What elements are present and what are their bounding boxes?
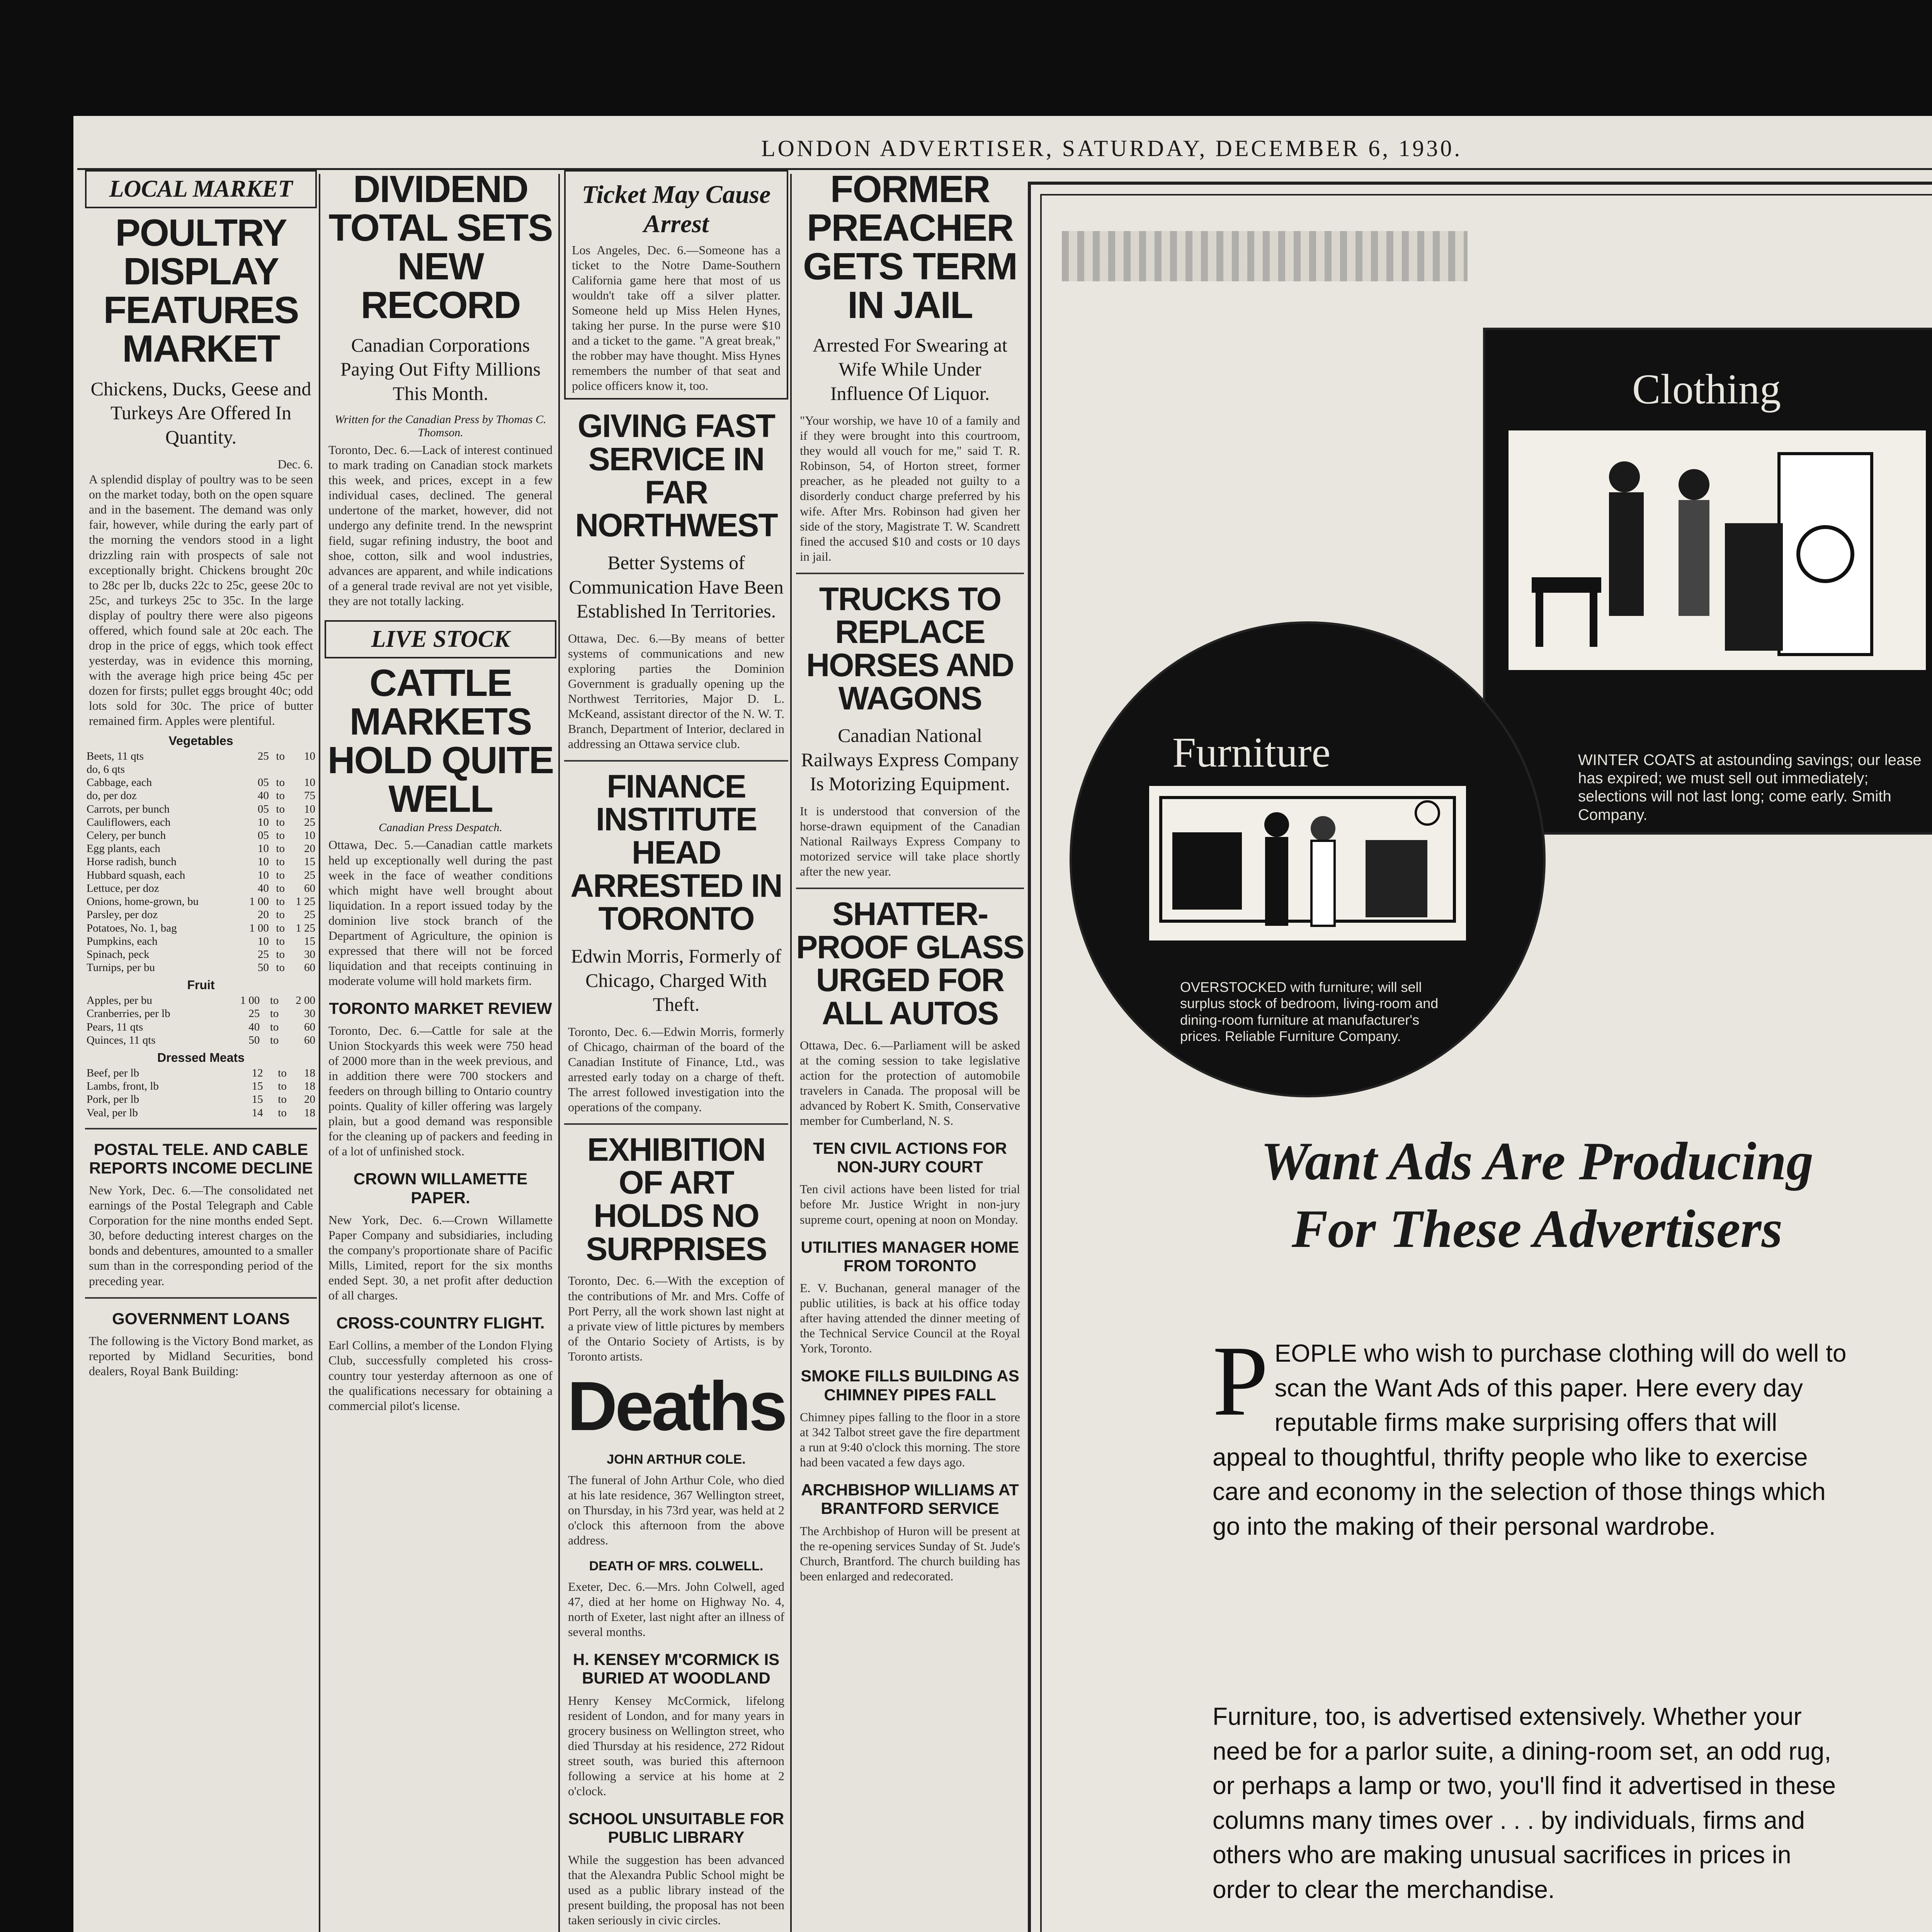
loans-headline: GOVERNMENT LOANS <box>112 1309 290 1328</box>
market-item: Beef, per lb <box>87 1066 139 1079</box>
market-item: Potatoes, No. 1, bag <box>87 922 177 934</box>
mccormick-headline: H. KENSEY M'CORMICK IS BURIED AT WOODLAND <box>573 1650 780 1687</box>
furniture-caption: OVERSTOCKED with furniture; will sell surplus stock of bedroom, living-room and dining-room furniture at manufacturer's prices. Reliable Furniture Company. <box>1180 979 1439 1044</box>
market-price: 25 <box>304 908 315 921</box>
clothing-label: Clothing <box>1632 366 1781 413</box>
cattle-byline: Canadian Press Despatch. <box>379 821 502 834</box>
market-price: 40 <box>257 882 269 895</box>
market-price: to <box>276 750 285 762</box>
flight-body: Earl Collins, a member of the London Flying Club, successfully completed his cross-country tour yesterday afternoon as one of the qualifications necessary for obtaining a commercial pilot's license. <box>328 1338 553 1413</box>
market-item: Veal, per lb <box>87 1106 138 1119</box>
meats-title: Dressed Meats <box>157 1051 245 1065</box>
market-item: Lambs, front, lb <box>87 1080 159 1093</box>
market-price: to <box>276 816 285 828</box>
masthead <box>73 128 1932 174</box>
local-market-kicker: LOCAL MARKET <box>85 170 317 208</box>
divider <box>85 1128 317 1129</box>
dividend-headline: DIVIDEND TOTAL SETS NEW RECORD <box>328 170 553 326</box>
deaths-heading: Deaths <box>567 1367 786 1445</box>
market-row <box>85 829 317 842</box>
market-price: 1 25 <box>296 922 315 934</box>
live-stock-kicker: LIVE STOCK <box>325 620 556 658</box>
divider <box>796 888 1024 889</box>
market-price: 10 <box>304 776 315 789</box>
market-item: Egg plants, each <box>87 842 160 855</box>
preacher-headline: FORMER PREACHER GETS TERM IN JAIL <box>803 170 1017 326</box>
market-price: 1 25 <box>296 895 315 908</box>
preacher-deck: Arrested For Swearing at Wife While Under Influence Of Liquor. <box>812 334 1008 404</box>
market-row <box>85 763 317 776</box>
trucks-body: It is understood that conversion of the horse-drawn equipment of the Canadian National Railways Express Company to motorized service will take place shortly after the new year. <box>800 804 1020 878</box>
poultry-deck: Chickens, Ducks, Geese and Turkeys Are Offered In Quantity. <box>90 378 311 448</box>
market-row <box>85 869 317 882</box>
market-price: 18 <box>304 1106 315 1119</box>
meats-table <box>85 1066 317 1119</box>
market-row <box>85 895 317 908</box>
market-price: to <box>278 1093 287 1106</box>
ticket-body: Los Angeles, Dec. 6.—Someone has a ticket to the Notre Dame-Southern California game here that most of us wouldn't take off a silver platter. Someone held up Miss Helen Hynes, taking her purse. In the purse were $10 and a ticket to the game. "A great break," the robber may have thought. Miss Hynes remembers the number of that seat and police officers know it, too. <box>572 243 781 393</box>
market-row <box>85 1007 317 1020</box>
art-headline: EXHIBITION OF ART HOLDS NO SURPRISES <box>586 1131 767 1267</box>
mccormick-body: Henry Kensey McCormick, lifelong resident of London, and for many years in grocery business on Wellington street, who died Thursday at his residence, 272 Ridout street south, was buried this afternoon following a service at his home at 2 o'clock. <box>568 1693 784 1798</box>
market-price: 15 <box>304 935 315 947</box>
ticket-box <box>564 170 788 400</box>
ad-headline-line-1: Want Ads Are Producing <box>1260 1131 1814 1191</box>
toronto-market-body: Toronto, Dec. 6.—Cattle for sale at the Union Stockyards this week were 750 head of 2000 more than in the week previous, and in addition there were 700 stockers and feeders on through billing to Ontario country points. Quality of killer offering was largely plain, but a good demand was responsible for the cleaning up of packers and feeding in of a lot of unfinished stock. <box>328 1024 553 1158</box>
market-item: Lettuce, per doz <box>87 882 159 895</box>
market-price: to <box>276 882 285 895</box>
market-row <box>85 935 317 948</box>
market-price: 1 00 <box>249 922 269 934</box>
market-price <box>270 763 286 776</box>
market-price: to <box>276 922 285 934</box>
want-ads-advertisement <box>1028 182 1932 1932</box>
column-4 <box>796 170 1024 1932</box>
fruit-table <box>85 994 317 1047</box>
market-price: to <box>276 803 285 815</box>
market-price: 10 <box>304 750 315 762</box>
market-price: 10 <box>257 935 269 947</box>
market-item: Pork, per lb <box>87 1093 139 1106</box>
market-price: to <box>276 829 285 842</box>
toronto-market-headline: TORONTO MARKET REVIEW <box>329 999 552 1017</box>
column-rule <box>319 174 320 1932</box>
market-item: do, 6 qts <box>87 763 125 776</box>
cole-body: The funeral of John Arthur Cole, who died at his late residence, 367 Wellington street, on Thursday, in his 73rd year, was held at 2 o'clock this afternoon from the above address. <box>568 1473 784 1547</box>
market-price: 20 <box>257 908 269 921</box>
ad-headline-line-2: For These Advertisers <box>1291 1199 1783 1259</box>
market-row <box>85 855 317 868</box>
market-item: Cranberries, per lb <box>87 1007 170 1020</box>
market-price <box>286 763 317 776</box>
market-item: Quinces, 11 qts <box>87 1034 156 1046</box>
flight-headline: CROSS-COUNTRY FLIGHT. <box>336 1314 545 1332</box>
market-item: Pears, 11 qts <box>87 1020 143 1033</box>
market-price: 10 <box>304 803 315 815</box>
market-price: 25 <box>257 948 269 961</box>
market-row <box>85 1106 317 1119</box>
preacher-body: "Your worship, we have 10 of a family and if they were brought into this courtroom, they would all vouch for me," said T. R. Robinson, 54, of Horton street, former preacher, as he pleaded not guilty to a disorderly conduct charge preferred by his wife. After Mrs. Robinson had given her side of the story, Magistrate T. W. Scandrett fined the accused $10 and costs or 10 days in jail. <box>800 413 1020 563</box>
northwest-headline: GIVING FAST SERVICE IN FAR NORTHWEST <box>575 408 777 544</box>
market-row <box>85 948 317 961</box>
civil-actions-body: Ten civil actions have been listed for trial before Mr. Justice Wright in non-jury supreme court, opening at noon on Monday. <box>800 1182 1020 1226</box>
market-price: to <box>276 908 285 921</box>
market-price: 60 <box>304 882 315 895</box>
art-body: Toronto, Dec. 6.—With the exception of the contributions of Mr. and Mrs. Coffe of Port Perry, all the work shown last night at a private view of little pictures by members of the Ontario Society of Artists, is by Toronto artists. <box>568 1274 784 1363</box>
market-price: 14 <box>252 1106 263 1119</box>
market-price: 25 <box>248 1007 260 1020</box>
market-price: to <box>270 994 279 1007</box>
market-price: 60 <box>304 1034 315 1046</box>
market-price: to <box>276 776 285 789</box>
masthead-title: LONDON ADVERTISER, SATURDAY, DECEMBER 6, 1930. <box>761 136 1463 161</box>
smoke-headline: SMOKE FILLS BUILDING AS CHIMNEY PIPES FALL <box>801 1367 1019 1404</box>
furniture-illustration <box>1149 786 1466 968</box>
vegetables-title: Vegetables <box>168 733 233 748</box>
civil-actions-headline: TEN CIVIL ACTIONS FOR NON-JURY COURT <box>813 1139 1007 1176</box>
finance-deck: Edwin Morris, Formerly of Chicago, Charged With Theft. <box>571 945 782 1015</box>
market-price: 50 <box>248 1034 260 1046</box>
ad-paragraph-1: EOPLE who wish to purchase clothing will do well to scan the Want Ads of this paper. Here every day reputable firms make surprising offers that will appeal to thoughtful, thrifty people who like to exercise care and economy in the selection of those things which go into the making of their personal wardrobe. <box>1213 1339 1847 1540</box>
market-price: to <box>270 1007 279 1020</box>
divider <box>564 760 788 762</box>
shoppers-illustration <box>1509 430 1926 709</box>
market-row <box>85 1080 317 1093</box>
market-price: to <box>270 1034 279 1046</box>
northwest-deck: Better Systems of Communication Have Been Established In Territories. <box>569 552 784 622</box>
market-row <box>85 803 317 816</box>
furniture-showroom-illustration <box>1149 786 1466 968</box>
library-headline: SCHOOL UNSUITABLE FOR PUBLIC LIBRARY <box>568 1809 784 1847</box>
market-item: Onions, home-grown, bu <box>87 895 199 908</box>
poultry-headline: POULTRY DISPLAY FEATURES MARKET <box>103 211 299 370</box>
market-price <box>240 763 270 776</box>
market-item: Pumpkins, each <box>87 935 158 947</box>
divider <box>796 573 1024 574</box>
market-price: to <box>276 935 285 947</box>
ticket-headline: Ticket May Cause Arrest <box>582 180 771 238</box>
market-price: to <box>278 1066 287 1079</box>
market-price: 12 <box>252 1066 263 1079</box>
market-price: 40 <box>257 789 269 802</box>
archbishop-headline: ARCHBISHOP WILLIAMS AT BRANTFORD SERVICE <box>801 1481 1019 1518</box>
finance-body: Toronto, Dec. 6.—Edwin Morris, formerly of Chicago, chairman of the board of the Canadian Institute of Finance, Ltd., was arrested early today on a charge of theft. The arrest followed investigation into the operations of the company. <box>568 1024 784 1114</box>
drop-cap: P <box>1213 1325 1269 1437</box>
divider <box>564 1123 788 1125</box>
dividend-body: Toronto, Dec. 6.—Lack of interest continued to mark trading on Canadian stock markets this week, and prices, except in a few individual cases, declined. The general undertone of the market, however, did not undergo any definite trend. In the newsprint field, sugar refining industry, the boot and shoe, cotton, silk and wool industries, advances are apparent, and while indications of a general trade revival are not yet visible, they are not totally lacking. <box>328 443 553 608</box>
loans-body: The following is the Victory Bond market, as reported by Midland Securities, bond dealers, Royal Bank Building: <box>89 1333 313 1378</box>
market-price: 25 <box>304 869 315 881</box>
utilities-body: E. V. Buchanan, general manager of the public utilities, is back at his office today after having attended the dinner meeting of the Technical Service Council at the Royal York, Toronto. <box>800 1281 1020 1355</box>
market-price: 10 <box>257 869 269 881</box>
market-price: to <box>276 855 285 868</box>
column-rule <box>558 174 560 1932</box>
fruit-title: Fruit <box>187 978 215 992</box>
market-price: 10 <box>257 816 269 828</box>
cattle-headline: CATTLE MARKETS HOLD QUITE WELL <box>327 661 554 820</box>
market-price: 40 <box>248 1020 260 1033</box>
market-price: to <box>278 1106 287 1119</box>
market-price: 20 <box>304 842 315 855</box>
ad-paragraph-2: Furniture, too, is advertised extensively. Whether your need be for a parlor suite, a dining-room set, an odd rug, or perhaps a lamp or two, you'll find it advertised in these columns many times over . . . by individuals, firms and others who are making unusual sacrifices in prices in order to clear the merchandise. <box>1213 1702 1836 1903</box>
crown-willamette-body: New York, Dec. 6.—Crown Willamette Paper Company and subsidiaries, including the company's proportionate share of Pacific Mills, Limited, report for the six months ended Sept. 30, a net profit after deduction of all charges. <box>328 1213 553 1303</box>
column-3 <box>564 170 788 1932</box>
market-row <box>85 750 317 763</box>
smoke-body: Chimney pipes falling to the floor in a store at 342 Talbot street gave the fire department a run at 9:40 o'clock this morning. The store had been vacated a few days ago. <box>800 1410 1020 1469</box>
ad-headline <box>1031 1128 1932 1263</box>
market-price: 30 <box>304 948 315 961</box>
postal-body: New York, Dec. 6.—The consolidated net earnings of the Postal Telegraph and Cable Corporation for the nine months ended Sept. 30, before deducting interest charges on the bonds and debentures, amounted to a smaller sum than in the corresponding period of the preceding year. <box>89 1183 313 1288</box>
divider <box>85 1297 317 1299</box>
archbishop-body: The Archbishop of Huron will be present at the re-opening services Sunday of St. Jude's Church, Brantford. The church building has been enlarged and redecorated. <box>800 1524 1020 1583</box>
market-row <box>85 842 317 855</box>
market-price: 15 <box>252 1080 263 1093</box>
column-rule <box>790 174 792 1932</box>
market-price: 18 <box>304 1066 315 1079</box>
market-price: to <box>276 961 285 974</box>
market-row <box>85 1034 317 1047</box>
market-item: Apples, per bu <box>87 994 152 1007</box>
furniture-panel <box>1070 621 1546 1097</box>
clothing-panel <box>1483 328 1932 835</box>
market-item: do, per doz <box>87 789 137 802</box>
market-item: Beets, 11 qts <box>87 750 144 762</box>
market-price: 60 <box>304 961 315 974</box>
market-row <box>85 961 317 974</box>
poultry-body: A splendid display of poultry was to be seen on the market today, both on the open square and in the basement. The demand was only fair, however, while during the early part of the morning the vendors stood in a light drizzling rain with prospects of sale not exceptionally bright. Chickens brought 20c to 28c per lb, ducks 22c to 25c, geese 20c to 25c, and turkeys 25c to 35c. In the large display of poultry there were also pigeons offered, which found sale at 20c each. The drop in the price of eggs, which took effect yesterday, was in evidence this morning, with the average high price being 45c per dozen for firsts; pullet eggs brought 40c; odd lots sold for 30c. The price of butter remained firm. Apples were plentiful. <box>89 472 313 728</box>
market-price: to <box>276 869 285 881</box>
colwell-headline: DEATH OF MRS. COLWELL. <box>589 1558 764 1573</box>
market-row <box>85 1093 317 1106</box>
market-price: 10 <box>257 842 269 855</box>
column-2 <box>325 170 556 1932</box>
clothing-illustration <box>1509 430 1926 709</box>
utilities-headline: UTILITIES MANAGER HOME FROM TORONTO <box>801 1238 1019 1275</box>
market-price: to <box>278 1080 287 1093</box>
ad-decorative-strip <box>1062 231 1468 281</box>
column-1 <box>85 170 317 1932</box>
northwest-body: Ottawa, Dec. 6.—By means of better systems of communications and new exploring parties the Dominion Government is gradually opening up the Northwest Territories, Major D. L. McKeand, assistant director of the N. W. T. Branch, Department of Interior, declared in addressing an Ottawa service club. <box>568 631 784 751</box>
market-item: Cabbage, each <box>87 776 152 789</box>
market-price: 18 <box>304 1080 315 1093</box>
cole-headline: JOHN ARTHUR COLE. <box>607 1452 746 1467</box>
postal-headline: POSTAL TELE. AND CABLE REPORTS INCOME DECLINE <box>89 1140 313 1177</box>
market-price: to <box>276 842 285 855</box>
market-price: 2 00 <box>296 994 315 1007</box>
ad-paragraph-clothing <box>1213 1325 1850 1544</box>
market-row <box>85 1066 317 1080</box>
market-price: 15 <box>304 855 315 868</box>
market-item: Parsley, per doz <box>87 908 158 921</box>
vegetables-table <box>85 750 317 975</box>
market-price: to <box>270 1020 279 1033</box>
market-item: Horse radish, bunch <box>87 855 177 868</box>
clothing-caption: WINTER COATS at astounding savings; our lease has expired; we must sell out immediately; selections will not last long; come early. Smith Company. <box>1578 752 1922 823</box>
crown-willamette-headline: CROWN WILLAMETTE PAPER. <box>353 1170 528 1207</box>
market-price: 75 <box>304 789 315 802</box>
market-price: to <box>276 895 285 908</box>
market-item: Spinach, peck <box>87 948 150 961</box>
cattle-body: Ottawa, Dec. 5.—Canadian cattle markets held up exceptionally well during the past week in the face of weather conditions which might have well brought about liquidation. In a report issued today by the dominion live stock branch of the Department of Agriculture, the opinion is expressed that there will not be forced liquidation and that receipts continuing in moderate volume will hold markets firm. <box>328 838 553 988</box>
market-price: 60 <box>304 1020 315 1033</box>
market-item: Turnips, per bu <box>87 961 155 974</box>
market-row <box>85 994 317 1007</box>
market-row <box>85 789 317 802</box>
market-row <box>85 922 317 935</box>
colwell-body: Exeter, Dec. 6.—Mrs. John Colwell, aged 47, died at her home on Highway No. 4, north of Exeter, last night after an illness of several months. <box>568 1580 784 1639</box>
market-price: to <box>276 948 285 961</box>
market-price: 50 <box>257 961 269 974</box>
market-price: 20 <box>304 1093 315 1106</box>
glass-headline: SHATTER-PROOF GLASS URGED FOR ALL AUTOS <box>796 895 1024 1031</box>
market-price: 05 <box>257 776 269 789</box>
dividend-deck: Canadian Corporations Paying Out Fifty Millions This Month. <box>340 334 541 404</box>
market-price: 25 <box>257 750 269 762</box>
market-price: 05 <box>257 829 269 842</box>
market-price: 10 <box>257 855 269 868</box>
market-row <box>85 908 317 921</box>
market-item: Carrots, per bunch <box>87 803 170 815</box>
market-row <box>85 816 317 829</box>
furniture-label: Furniture <box>1172 729 1331 776</box>
market-price: 25 <box>304 816 315 828</box>
market-item: Cauliflowers, each <box>87 816 171 828</box>
market-price: 05 <box>257 803 269 815</box>
market-price: to <box>276 789 285 802</box>
market-price: 1 00 <box>240 994 260 1007</box>
market-item: Celery, per bunch <box>87 829 166 842</box>
market-row <box>85 1020 317 1034</box>
trucks-headline: TRUCKS TO REPLACE HORSES AND WAGONS <box>806 580 1014 716</box>
finance-headline: FINANCE INSTITUTE HEAD ARRESTED IN TORONTO <box>570 768 782 937</box>
glass-body: Ottawa, Dec. 6.—Parliament will be asked at the coming session to take legislative action for the protection of automobile travelers in Canada. The proposal will be advanced by Robert K. Smith, Conservative member for Cumberland, N. S. <box>800 1038 1020 1128</box>
market-item: Hubbard squash, each <box>87 869 185 881</box>
market-price: 30 <box>304 1007 315 1020</box>
market-price: 15 <box>252 1093 263 1106</box>
market-row <box>85 882 317 895</box>
dividend-byline: Written for the Canadian Press by Thomas C. Thomson. <box>335 413 546 439</box>
market-price: 1 00 <box>249 895 269 908</box>
poultry-dateline: Dec. 6. <box>277 457 313 471</box>
library-body: While the suggestion has been advanced that the Alexandra Public School might be used as a public library instead of the present building, the proposal has not been taken seriously in civic circles. <box>568 1852 784 1927</box>
market-row <box>85 776 317 789</box>
trucks-deck: Canadian National Railways Express Company Is Motorizing Equipment. <box>801 724 1019 795</box>
market-price: 10 <box>304 829 315 842</box>
